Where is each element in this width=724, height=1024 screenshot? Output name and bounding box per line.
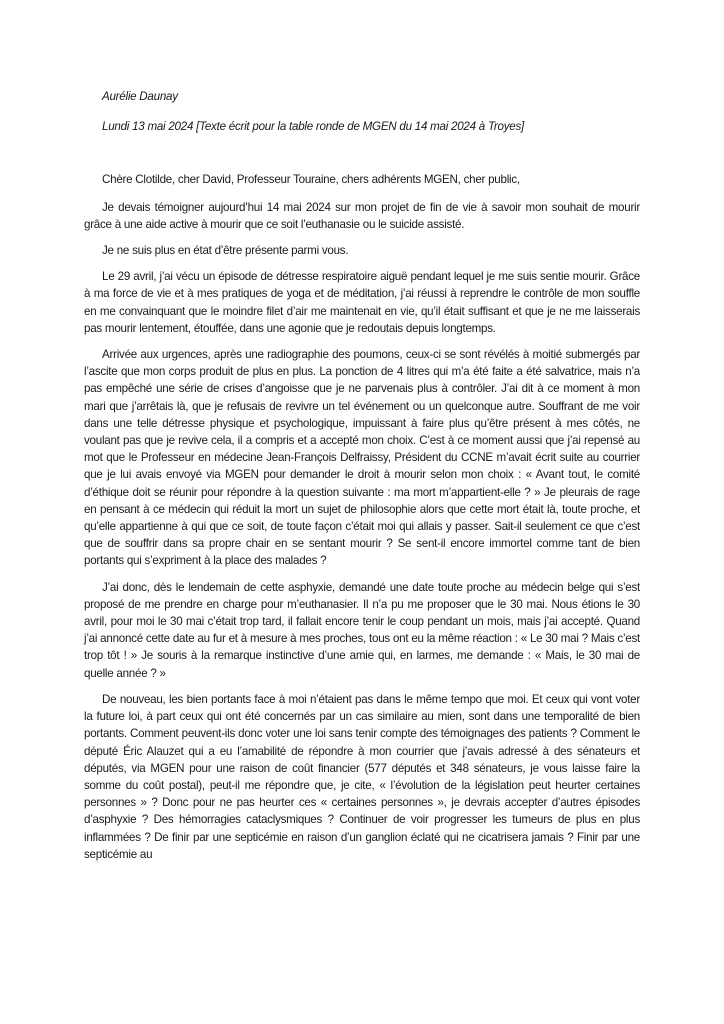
paragraph-2: Je ne suis plus en état d’être présente parmi vous. [102, 244, 349, 258]
paragraph-4: Arrivée aux urgences, après une radiographie des poumons, ceux-ci se sont révélés à moitié submergés par l’ascite que mon corps produit de plus en plus. La ponction de 4 litres qui m’a été faite a été salvatrice, mais n’a pas empêché une série de crises d’angoisse que je ne parvenais plus à contrôler. J’ai dit à ce moment à mon mari que j’arrêtais là, que je refusais de revivre un tel événement ou un quelconque autre. Souffrant de me voir dans une telle détresse physique et psychologique, impuissant à faire plus qu’être présent à mes côtés, ne voulant pas que je revive cela, il a compris et a accepté mon choix. C’est à ce moment aussi que j’ai repensé au mot que le Professeur en médecine Jean-François Delfraissy, Président du CCNE m’avait écrit suite au courrier que je lui avais envoyé via MGEN pour demander le droit à mourir selon mon choix : « Avant tout, le comité d’éthique doit se réunir pour répondre à la question suivante : ma mort m’appartient-elle ? » Je pleurais de rage en pensant à ce médecin qui réduit la mort un sujet de philosophie alors que cette mort était là, toute proche, et qu’elle appartienne à qui que ce soit, de toute façon c’était moi qui allais y passer. Sait-il seulement ce que c’est que de souffrir dans sa propre chair en se sentant mourir ? Se sent-il encore immortel comme tant de bien portants qui s’expriment à la place des malades ? [84, 348, 640, 568]
salutation: Chère Clotilde, cher David, Professeur Touraine, chers adhérents MGEN, cher public, [102, 173, 520, 187]
paragraph-6: De nouveau, les bien portants face à moi n’étaient pas dans le même tempo que moi. Et ceux qui vont voter la future loi, à part ceux qui ont été concernés par un cas similaire au mien, sont dans une temporalité de bien portants. Comment peuvent-ils donc voter une loi sans tenir compte des témoignages des patients ? Comment le député Éric Alauzet qui a eu l’amabilité de répondre à mon courrier que j’avais adressé à des sénateurs et députés, via MGEN pour une raison de coût financier (577 députés et 348 sénateurs, je vous laisse faire la somme du coût postal), peut-il me répondre que, je cite, « l’évolution de la législation peut heurter certaines personnes » ? Donc pour ne pas heurter ces « certaines personnes », je devrais accepter d’autres épisodes d’asphyxie ? Des hémorragies cataclysmiques ? Continuer de voir progresser les tumeurs de plus en plus inflammées ? De finir par une septicémie en raison d’un ganglion éclaté qui ne cicatrisera jamais ? Finir par une septicémie au [84, 692, 640, 861]
paragraph-5: J’ai donc, dès le lendemain de cette asphyxie, demandé une date toute proche au médecin belge qui s’est proposé de me prendre en charge pour m’euthanasier. Il n’a pu me proposer que le 30 mai. Nous étions le 30 avril, pour moi le 30 mai c’était trop tard, il fallait encore tenir le coup pendant un mois, mais j’ai accepté. Quand j’ai annoncé cette date au fur et à mesure à mes proches, tous ont eu la même réaction : « Le 30 mai ? Mais c’est trop tôt ! » Je souris à la remarque instinctive d’une amie qui, en larmes, me demande : « Mais, le 30 mai de quelle année ? » [84, 580, 640, 680]
paragraph-3: Le 29 avril, j’ai vécu un épisode de détresse respiratoire aiguë pendant lequel je me suis sentie mourir. Grâce à ma force de vie et à mes pratiques de yoga et de méditation, j’ai réussi à reprendre le contrôle de mon souffle en me convainquant que le moindre filet d’air me maintenait en vie, qu’il était suffisant et que je ne me laisserais pas mourir lentement, étouffée, dans une agonie que je redoutais depuis longtemps. [84, 270, 640, 335]
author-name: Aurélie Daunay [102, 90, 178, 103]
date-line: Lundi 13 mai 2024 [Texte écrit pour la table ronde de MGEN du 14 mai 2024 à Troyes] [102, 120, 525, 134]
paragraph-1: Je devais témoigner aujourd’hui 14 mai 2024 sur mon projet de fin de vie à savoir mon souhait de mourir grâce à une aide active à mourir que ce soit l’euthanasie ou le suicide assisté. [84, 200, 640, 231]
letter-body [84, 88, 640, 872]
